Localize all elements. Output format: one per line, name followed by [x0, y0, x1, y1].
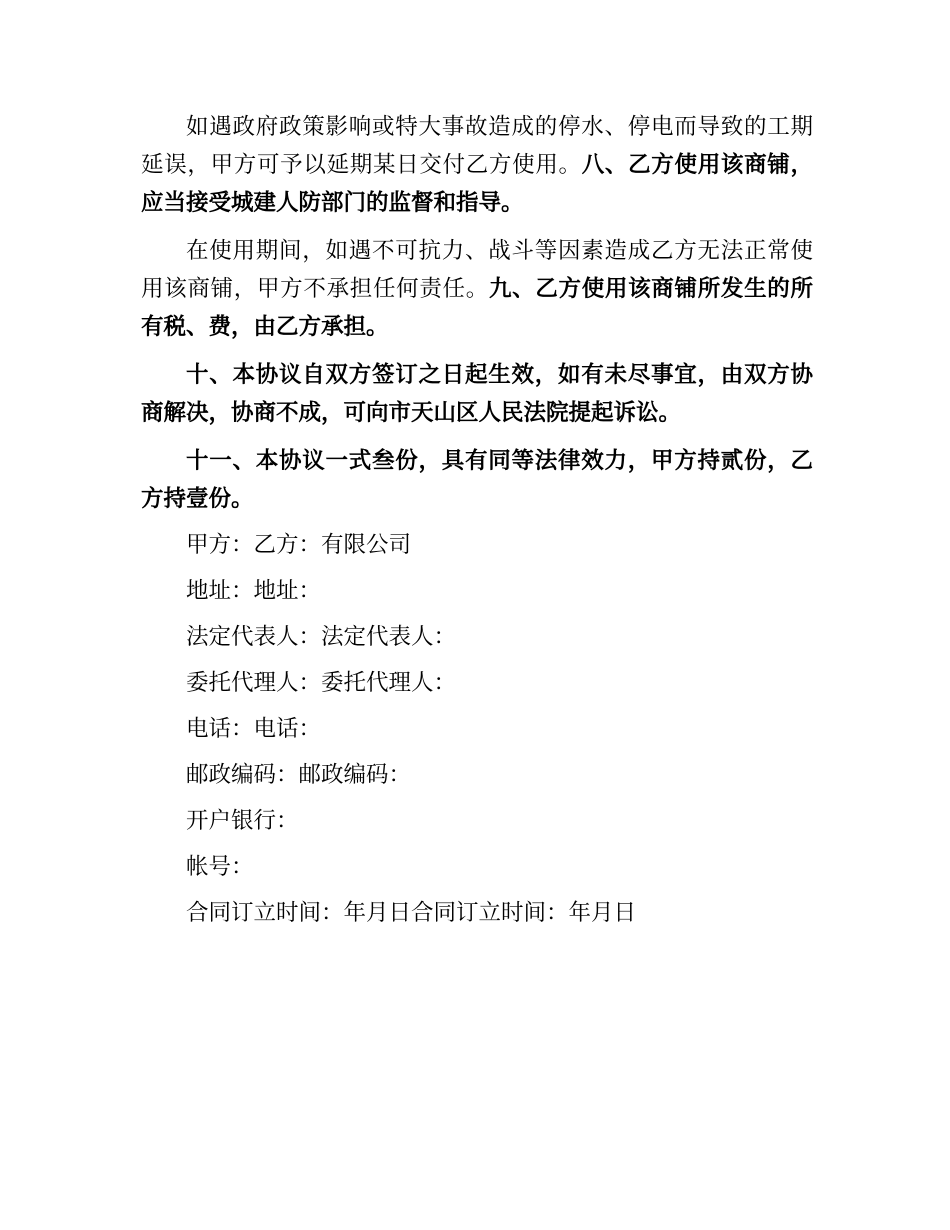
clause-8-heading: 八、乙方使用该商铺，应当接受城建人防部门的监督和指导。	[141, 152, 813, 216]
signature-phone: 电话：电话：	[186, 716, 322, 742]
signature-address: 地址：地址：	[186, 578, 322, 604]
signature-account: 帐号：	[186, 854, 254, 880]
signature-bank: 开户银行：	[186, 808, 299, 834]
signature-date: 合同订立时间：年月日合同订立时间：年月日	[186, 900, 637, 926]
clause-paragraph-force-majeure	[141, 232, 813, 346]
signature-block	[141, 522, 813, 936]
clause-10: 十、本协议自双方签订之日起生效，如有未尽事宜，由双方协商解决，协商不成，可向市天山区人民法院提起诉讼。	[141, 362, 813, 426]
clause-11: 十一、本协议一式叁份，具有同等法律效力，甲方持贰份，乙方持壹份。	[141, 448, 813, 512]
document-page	[141, 108, 813, 936]
clause-9-heading: 九、乙方使用该商铺所发生的所有税、费，由乙方承担。	[141, 276, 813, 340]
clause-paragraph-delay	[141, 108, 813, 222]
clause-text: 在使用期间，如遇不可抗力、战斗等因素造成乙方无法正常使用该商铺，甲方不承担任何责任。	[141, 238, 813, 302]
signature-party: 甲方：乙方：有限公司	[186, 532, 412, 558]
clause-text: 如遇政府政策影响或特大事故造成的停水、停电而导致的工期延误，甲方可予以延期某日交付乙方使用。	[141, 114, 813, 178]
signature-agent: 委托代理人：委托代理人：	[186, 670, 457, 696]
signature-postcode: 邮政编码：邮政编码：	[186, 762, 412, 788]
signature-legal-rep: 法定代表人：法定代表人：	[186, 624, 457, 650]
